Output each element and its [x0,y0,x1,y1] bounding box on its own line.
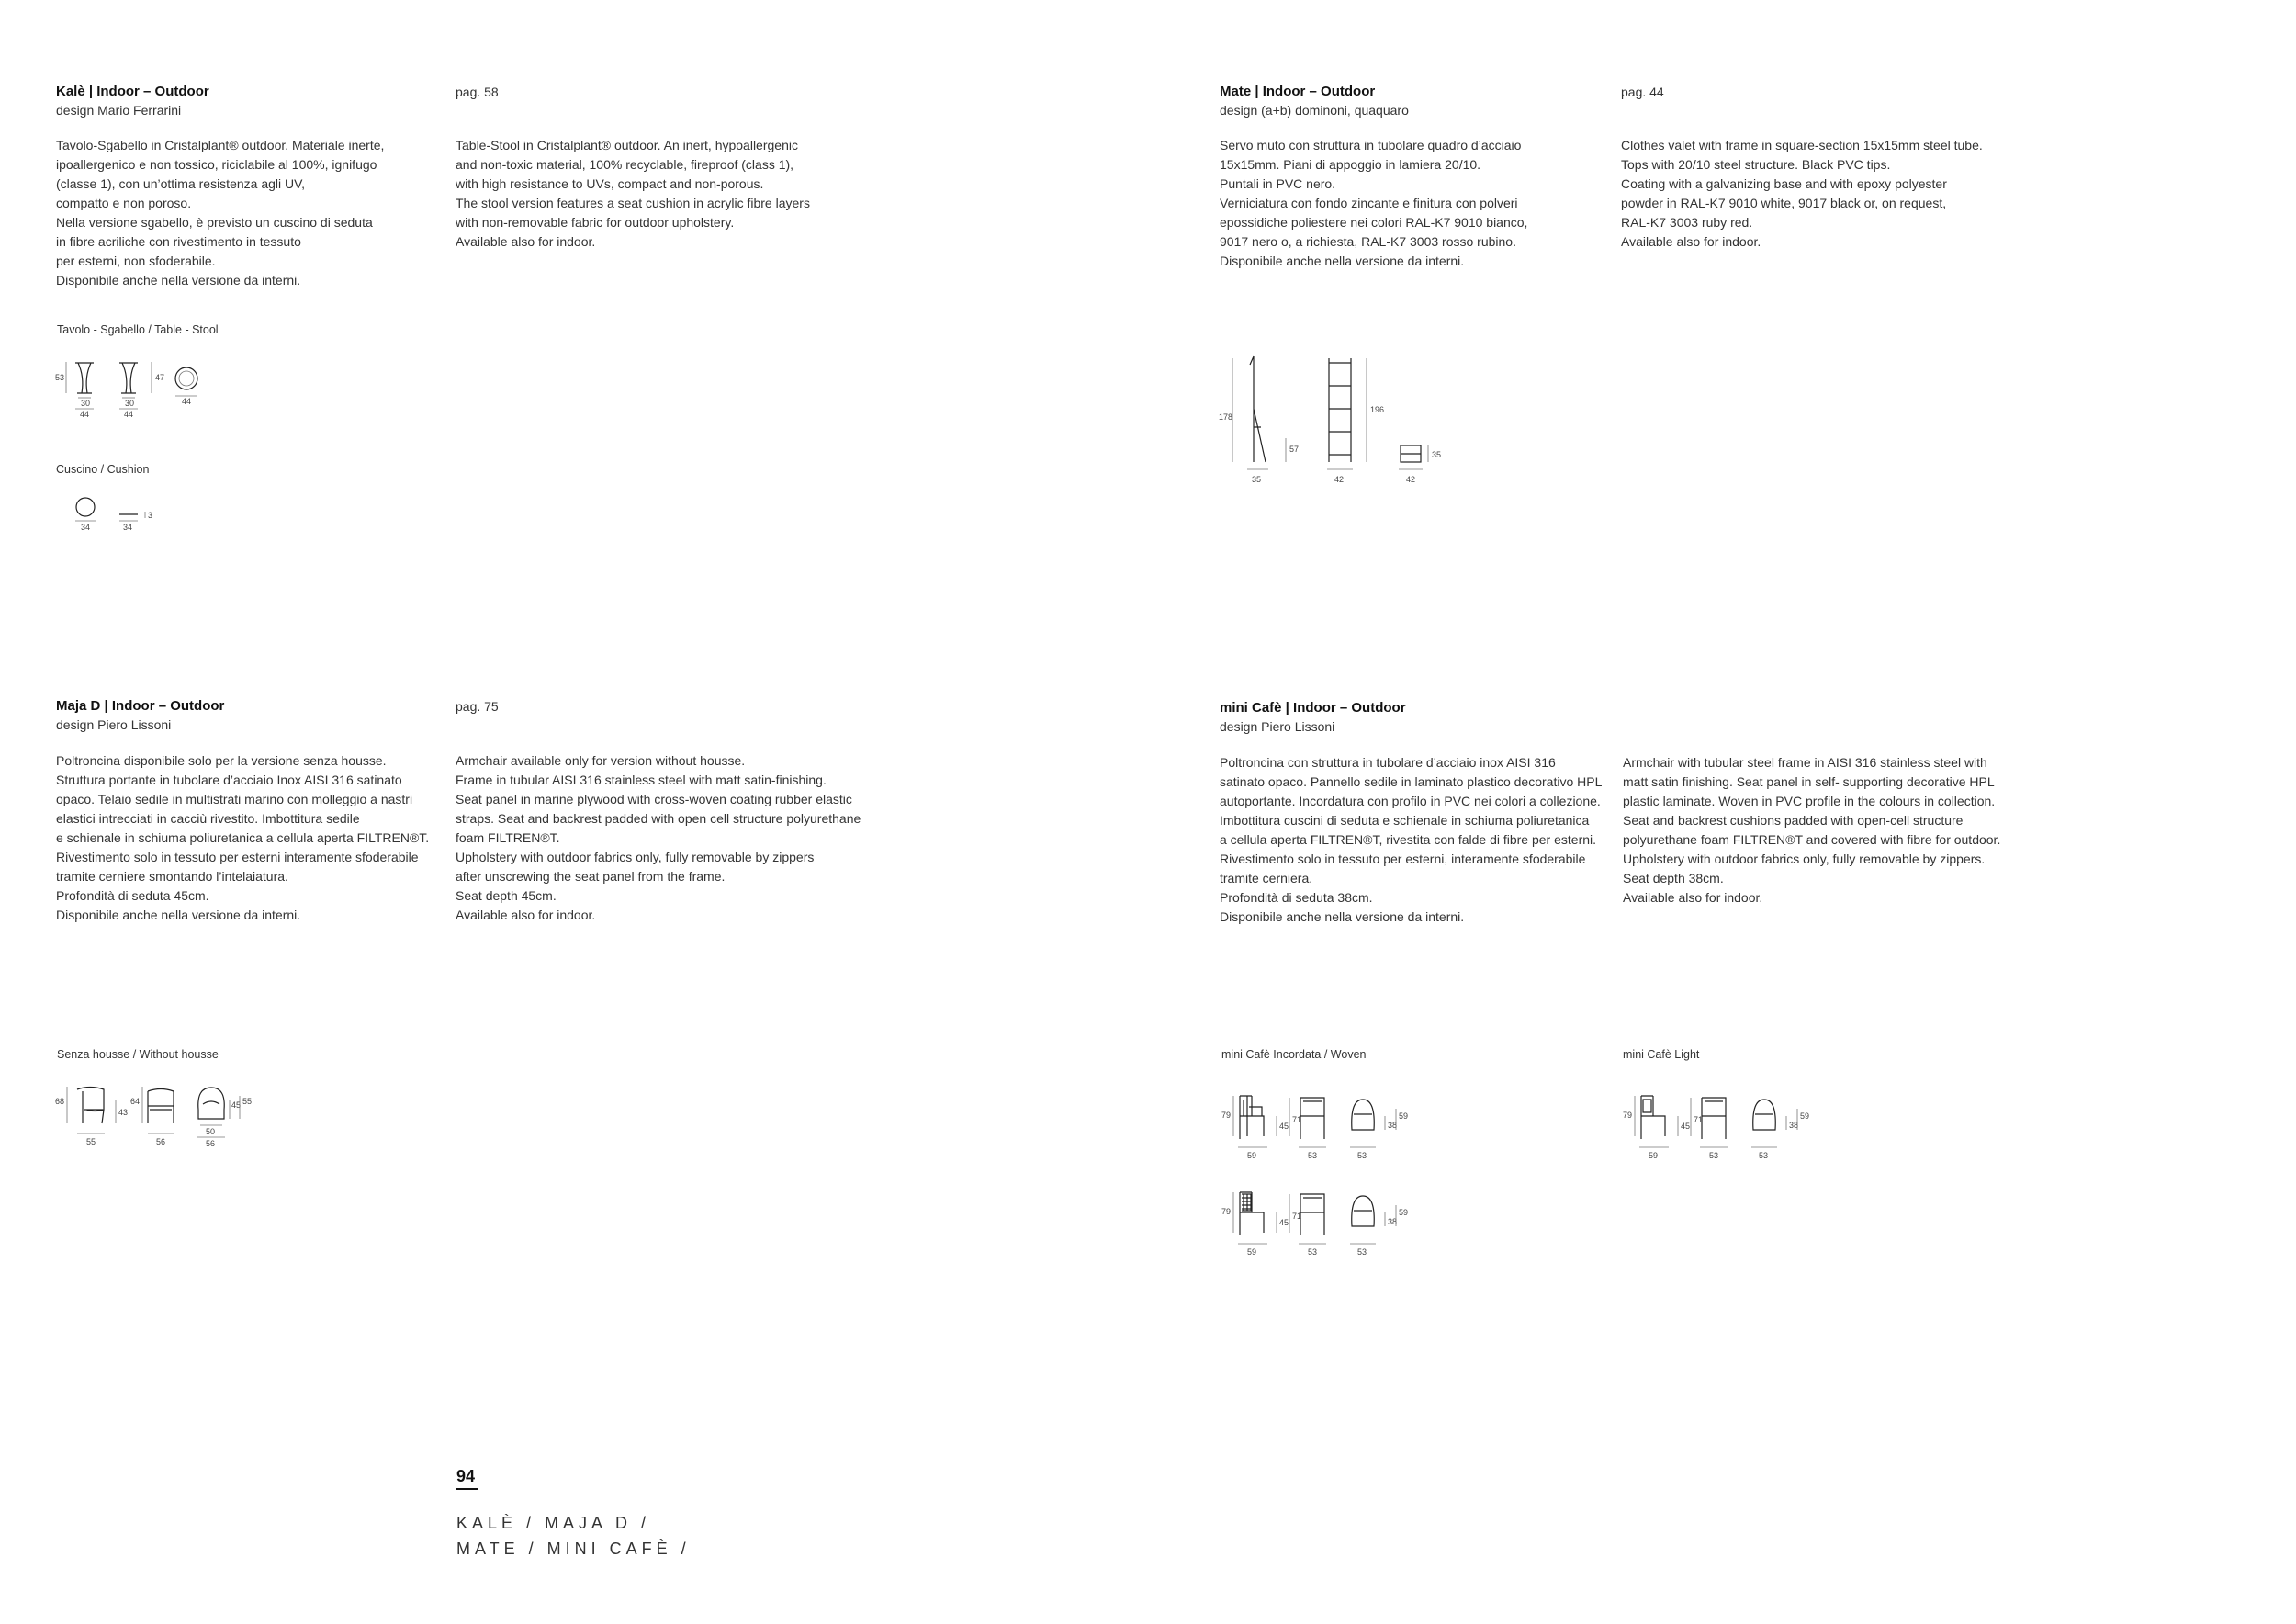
svg-text:45: 45 [1681,1122,1691,1131]
svg-text:43: 43 [118,1108,129,1117]
svg-text:55: 55 [86,1137,96,1146]
mate-text-en [1621,136,1983,252]
svg-text:59: 59 [1399,1111,1409,1121]
text-line: and non-toxic material, 100% recyclable, fireproof (class 1), [456,157,794,172]
text-line: foam FILTREN®T. [456,830,560,845]
text-line: Tops with 20/10 steel structure. Black PVC tips. [1621,157,1891,172]
svg-text:45: 45 [1279,1218,1289,1227]
svg-text:35: 35 [1432,450,1442,459]
footer-collection-names [456,1510,691,1562]
text-line: Seat and backrest cushions padded with open-cell structure [1623,813,1964,828]
text-line: Seat depth 45cm. [456,888,557,903]
svg-text:44: 44 [124,410,134,419]
text-line: 15x15mm. Piani di appoggio in lamiera 20/10. [1220,157,1481,172]
kale-drawing1-label: Tavolo - Sgabello / Table - Stool [57,323,219,336]
svg-text:53: 53 [1759,1151,1769,1160]
svg-text:34: 34 [81,523,91,532]
text-line: Rivestimento solo in tessuto per esterni, interamente sfoderabile [1220,851,1586,866]
text-line: Poltroncina con struttura in tubolare d’acciaio inox AISI 316 [1220,755,1556,770]
text-line: after unscrewing the seat panel from the frame. [456,869,726,884]
maja-header [56,697,224,734]
text-line: Table-Stool in Cristalplant® outdoor. An inert, hypoallergenic [456,138,798,152]
text-line: Disponibile anche nella versione da interni. [1220,254,1465,268]
text-line: autoportante. Incordatura con profilo in PVC nei colori a collezione. [1220,794,1601,808]
text-line: matt satin finishing. Seat panel in self- supporting decorative HPL [1623,774,1995,789]
svg-text:178: 178 [1219,412,1233,422]
text-line: Disponibile anche nella versione da interni. [56,273,301,288]
text-line: Armchair available only for version without housse. [456,753,746,768]
text-line: tramite cerniera. [1220,871,1313,885]
text-line: Upholstery with outdoor fabrics only, fully removable by zippers [456,850,815,864]
text-line: Imbottitura cuscini di seduta e schienale in schiuma poliuretanica [1220,813,1590,828]
svg-text:56: 56 [206,1139,216,1148]
svg-text:59: 59 [1247,1151,1257,1160]
text-line: RAL-K7 3003 ruby red. [1621,215,1753,230]
svg-text:79: 79 [1623,1111,1633,1120]
text-line: Struttura portante in tubolare d’acciaio Inox AISI 316 satinato [56,773,402,787]
text-line: Profondità di seduta 38cm. [1220,890,1373,905]
kale-drawing2-label: Cuscino / Cushion [56,463,150,476]
svg-text:42: 42 [1406,475,1416,484]
text-line: 9017 nero o, a richiesta, RAL-K7 3003 rosso rubino. [1220,234,1516,249]
minicafe-light-label: mini Cafè Light [1623,1048,1700,1061]
text-line: in fibre acriliche con rivestimento in tessuto [56,234,301,249]
svg-text:42: 42 [1334,475,1345,484]
text-line: Available also for indoor. [456,234,596,249]
text-line: straps. Seat and backrest padded with open cell structure polyurethane [456,811,861,826]
text-line: Poltroncina disponibile solo per la versione senza housse. [56,753,387,768]
svg-text:35: 35 [1252,475,1262,484]
text-line: (classe 1), con un’ottima resistenza agli UV, [56,176,306,191]
text-line: ipoallergenico e non tossico, riciclabile al 100%, ignifugo [56,157,377,172]
kale-text-it [56,136,384,290]
svg-text:79: 79 [1221,1207,1232,1216]
text-line: with high resistance to UVs, compact and non-porous. [456,176,764,191]
kale-designer: design Mario Ferrarini [56,103,182,118]
text-line: Seat panel in marine plywood with cross-woven coating rubber elastic [456,792,852,806]
svg-text:71: 71 [1292,1212,1302,1221]
text-line: Available also for indoor. [1621,234,1761,249]
mate-page-ref: pag. 44 [1621,85,1664,99]
svg-text:44: 44 [80,410,90,419]
svg-text:53: 53 [55,373,65,382]
minicafe-woven-label: mini Cafè Incordata / Woven [1221,1048,1367,1061]
svg-text:196: 196 [1370,405,1385,414]
svg-text:57: 57 [1289,445,1300,454]
text-line: epossidiche poliestere nei colori RAL-K7 9010 bianco, [1220,215,1528,230]
svg-text:38: 38 [1388,1217,1398,1226]
text-line: Armchair with tubular steel frame in AISI 316 stainless steel with [1623,755,1987,770]
text-line: Upholstery with outdoor fabrics only, fully removable by zippers. [1623,851,1986,866]
svg-text:56: 56 [156,1137,166,1146]
svg-text:30: 30 [81,399,91,408]
svg-text:53: 53 [1709,1151,1719,1160]
kale-page-ref: pag. 58 [456,85,499,99]
svg-text:3: 3 [148,511,153,520]
svg-text:45: 45 [1279,1122,1289,1131]
text-line: Puntali in PVC nero. [1220,176,1336,191]
svg-text:53: 53 [1308,1247,1318,1257]
kale-table-stool-drawing [53,356,219,421]
svg-text:68: 68 [55,1097,65,1106]
minicafe-title: mini Cafè | Indoor – Outdoor [1220,700,1406,716]
maja-designer: design Piero Lissoni [56,717,172,732]
text-line: Available also for indoor. [456,908,596,922]
svg-text:53: 53 [1308,1151,1318,1160]
minicafe-text-en [1623,753,2000,908]
text-line: powder in RAL-K7 9010 white, 9017 black or, on request, [1621,196,1947,210]
svg-text:71: 71 [1292,1115,1302,1124]
svg-text:53: 53 [1357,1247,1367,1257]
text-line: per esterni, non sfoderabile. [56,254,216,268]
text-line: with non-removable fabric for outdoor upholstery. [456,215,735,230]
svg-text:38: 38 [1388,1121,1398,1130]
svg-text:53: 53 [1357,1151,1367,1160]
svg-text:71: 71 [1694,1115,1704,1124]
text-line: Disponibile anche nella versione da interni. [56,908,301,922]
svg-text:45: 45 [231,1100,242,1110]
text-line: Nella versione sgabello, è previsto un cuscino di seduta [56,215,373,230]
minicafe-light-drawing [1621,1088,1878,1162]
page-number: 94 [456,1467,476,1485]
text-line: Frame in tubular AISI 316 stainless steel with matt satin-finishing. [456,773,827,787]
maja-text-en [456,751,861,925]
svg-text:34: 34 [123,523,133,532]
svg-text:50: 50 [206,1127,216,1136]
svg-text:59: 59 [1800,1111,1810,1121]
text-line: Clothes valet with frame in square-section 15x15mm steel tube. [1621,138,1983,152]
svg-text:30: 30 [125,399,135,408]
text-line: opaco. Telaio sedile in multistrati marino con molleggio a nastri [56,792,413,806]
svg-text:47: 47 [155,373,165,382]
maja-drawing-label: Senza housse / Without housse [57,1048,219,1061]
kale-text-en [456,136,810,252]
text-line: Seat depth 38cm. [1623,871,1724,885]
text-line: Disponibile anche nella versione da interni. [1220,909,1465,924]
maja-armchair-drawing [53,1082,274,1151]
svg-text:55: 55 [242,1097,253,1106]
text-line: polyurethane foam FILTREN®T and covered with fibre for outdoor. [1623,832,2001,847]
text-line: a cellula aperta FILTREN®T, rivestita con falde di fibre per esterni. [1220,832,1597,847]
kale-header [56,83,209,119]
svg-text:59: 59 [1399,1208,1409,1217]
text-line: Verniciatura con fondo zincante e finitura con polveri [1220,196,1518,210]
svg-text:64: 64 [130,1097,141,1106]
mate-designer: design (a+b) dominoni, quaquaro [1220,103,1409,118]
text-line: elastici intrecciati in cacciù rivestito. Imbottitura sedile [56,811,360,826]
minicafe-header [1220,699,1406,736]
text-line: Tavolo-Sgabello in Cristalplant® outdoor. Materiale inerte, [56,138,385,152]
maja-title: Maja D | Indoor – Outdoor [56,698,225,714]
page-number-underline [456,1488,478,1490]
svg-text:59: 59 [1649,1151,1659,1160]
text-line: compatto e non poroso. [56,196,192,210]
text-line: tramite cerniere smontando l’intelaiatura. [56,869,288,884]
maja-text-it [56,751,429,925]
kale-cushion-drawing [64,496,165,542]
text-line: Profondità di seduta 45cm. [56,888,209,903]
minicafe-woven-drawing-row2 [1220,1185,1477,1258]
text-line: Coating with a galvanizing base and with epoxy polyester [1621,176,1947,191]
svg-text:38: 38 [1789,1121,1799,1130]
mate-valet-drawing [1217,354,1456,491]
text-line: e schienale in schiuma poliuretanica a cellula aperta FILTREN®T. [56,830,430,845]
maja-page-ref: pag. 75 [456,699,499,714]
text-line: The stool version features a seat cushion in acrylic fibre layers [456,196,810,210]
svg-text:59: 59 [1247,1247,1257,1257]
minicafe-woven-drawing-row1 [1220,1088,1477,1162]
text-line: satinato opaco. Pannello sedile in laminato plastico decorativo HPL [1220,774,1603,789]
svg-text:44: 44 [182,397,192,406]
mate-title: Mate | Indoor – Outdoor [1220,84,1376,99]
kale-title: Kalè | Indoor – Outdoor [56,84,209,99]
text-line: Rivestimento solo in tessuto per esterni interamente sfoderabile [56,850,419,864]
minicafe-designer: design Piero Lissoni [1220,719,1335,734]
text-line: plastic laminate. Woven in PVC profile in the colours in collection. [1623,794,1996,808]
footer-line-1: KALÈ / MAJA D / [456,1514,651,1532]
minicafe-text-it [1220,753,1602,927]
mate-header [1220,83,1409,119]
footer-line-2: MATE / MINI CAFÈ / [456,1539,691,1558]
svg-text:79: 79 [1221,1111,1232,1120]
text-line: Servo muto con struttura in tubolare quadro d’acciaio [1220,138,1522,152]
mate-text-it [1220,136,1527,271]
text-line: Available also for indoor. [1623,890,1763,905]
